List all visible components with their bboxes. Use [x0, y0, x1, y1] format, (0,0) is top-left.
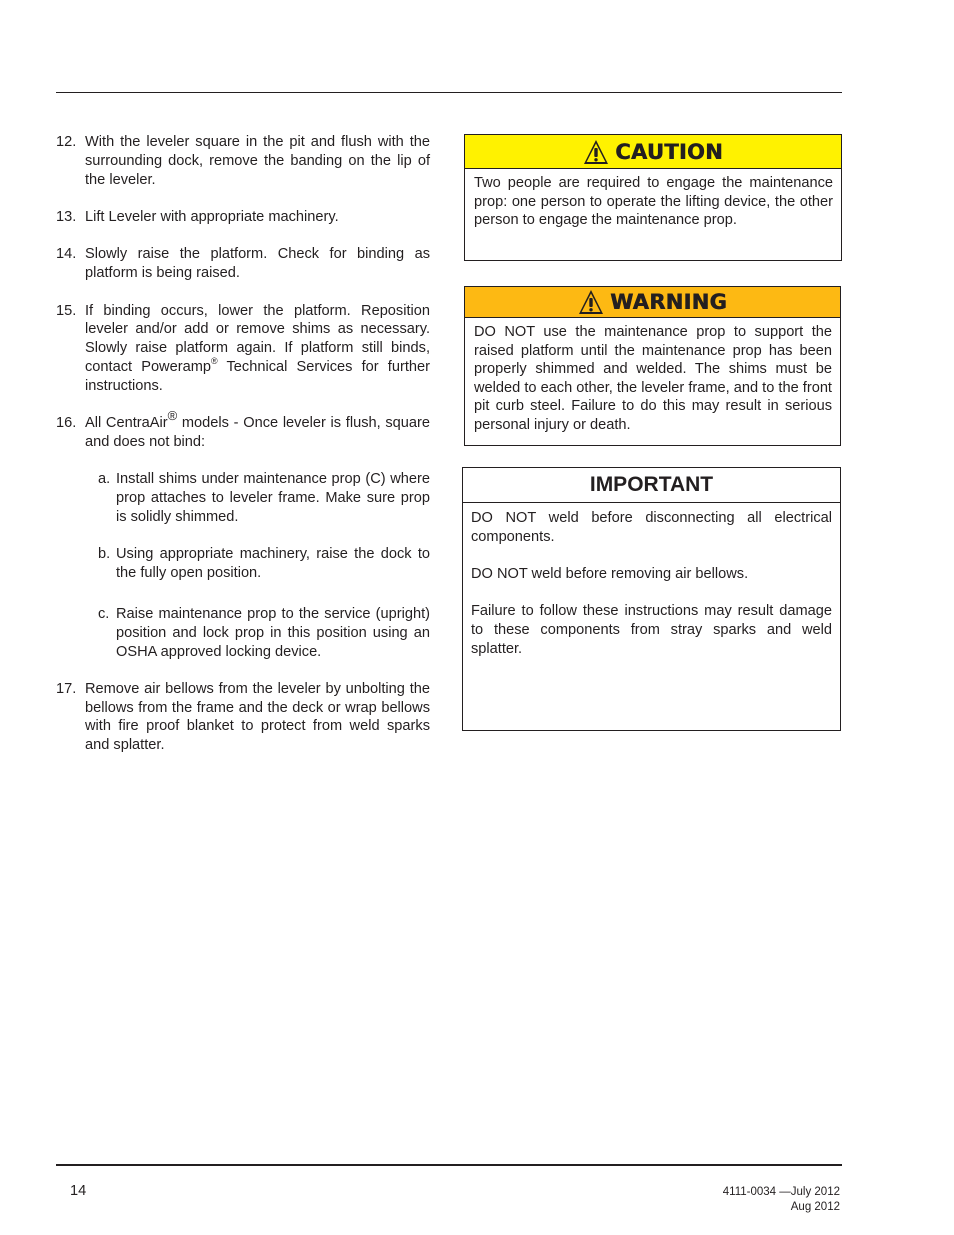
step-text: Lift Leveler with appropriate machinery.: [85, 208, 339, 225]
substep-text: Using appropriate machinery, raise the dock to the fully open position.: [116, 546, 430, 582]
substep-text: Raise maintenance prop to the service (upright) position and lock prop in this position using an OSHA approved locking device.: [116, 605, 430, 660]
step-12: [56, 133, 430, 189]
important-body: [463, 503, 840, 658]
step-text: All CentraAir: [85, 415, 168, 432]
step-text: models - Once leveler is flush, square and does not bind:: [85, 415, 430, 450]
substep-letter: c.: [98, 605, 110, 622]
document-number: 4111-0034 —July 2012: [722, 1186, 840, 1198]
step-14: [56, 245, 430, 283]
step-16: [56, 408, 430, 452]
warning-text: DO NOT use the maintenance prop to support the raised platform until the maintenance prop has been properly shimmed and welded. The shims must be welded to each other, the leveler frame, and to the front pit curb steel. Failure to do this may result in serious personal injury or death.: [474, 324, 832, 433]
warning-triangle-icon: [578, 289, 604, 315]
caution-title: CAUTION: [615, 139, 723, 164]
caution-text: Two people are required to engage the maintenance prop: one person to operate the lifting device, the other person to engage the maintenance prop.: [474, 175, 833, 229]
registered-mark: ®: [210, 356, 218, 367]
step-number: 12.: [56, 134, 77, 150]
important-paragraph: DO NOT weld before disconnecting all electrical components.: [471, 510, 832, 545]
important-paragraph: DO NOT weld before removing air bellows.: [471, 565, 749, 582]
step-number: 13.: [56, 208, 77, 225]
important-paragraph: Failure to follow these instructions may result damage to these components from stray sparks and weld splatter.: [471, 603, 832, 657]
substep-letter: a.: [98, 471, 111, 488]
step-text: With the leveler square in the pit and flush with the surrounding dock, remove the banding on the lip of the leveler.: [85, 134, 430, 188]
important-header: [463, 468, 840, 503]
step-number: 16.: [56, 415, 77, 432]
caution-box: [464, 134, 842, 261]
registered-mark: ®: [167, 408, 178, 424]
warning-triangle-icon: [583, 139, 609, 165]
step-text: If binding occurs, lower the platform. Reposition leveler and/or add or remove shims as necessary. Slowly raise platform again. If platform still binds, contact Poweramp: [85, 302, 430, 375]
important-box: [462, 467, 841, 731]
important-title: IMPORTANT: [589, 473, 714, 496]
footer-rule: [56, 1164, 842, 1166]
step-text: Remove air bellows from the leveler by unbolting the bellows from the frame and the deck or wrap bellows with fire proof blanket to protect from weld sparks and splatter.: [85, 680, 430, 754]
step-text: Slowly raise the platform. Check for binding as platform is being raised.: [85, 246, 430, 282]
step-text: Technical Services for further instructions.: [85, 358, 430, 394]
revision-date: Aug 2012: [790, 1200, 840, 1213]
substep-b: [56, 545, 430, 583]
step-number: 14.: [56, 246, 77, 263]
warning-header: [465, 287, 840, 318]
step-17: [56, 680, 430, 755]
warning-title: WARNING: [610, 290, 727, 314]
step-13: [56, 208, 430, 227]
caution-header: [465, 135, 841, 169]
step-number: 15.: [56, 302, 77, 319]
warning-box: [464, 286, 841, 446]
step-number: 17.: [56, 680, 77, 697]
page-number: 14: [70, 1183, 87, 1199]
substep-a: [56, 470, 430, 526]
substep-c: [56, 605, 430, 661]
substep-letter: b.: [98, 546, 111, 563]
step-15: [56, 302, 430, 396]
procedure-steps: [56, 133, 430, 774]
header-rule: [56, 92, 842, 93]
substep-text: Install shims under maintenance prop (C) where prop attaches to leveler frame. Make sure prop is solidly shimmed.: [116, 471, 430, 525]
document-revision: [723, 1185, 840, 1214]
